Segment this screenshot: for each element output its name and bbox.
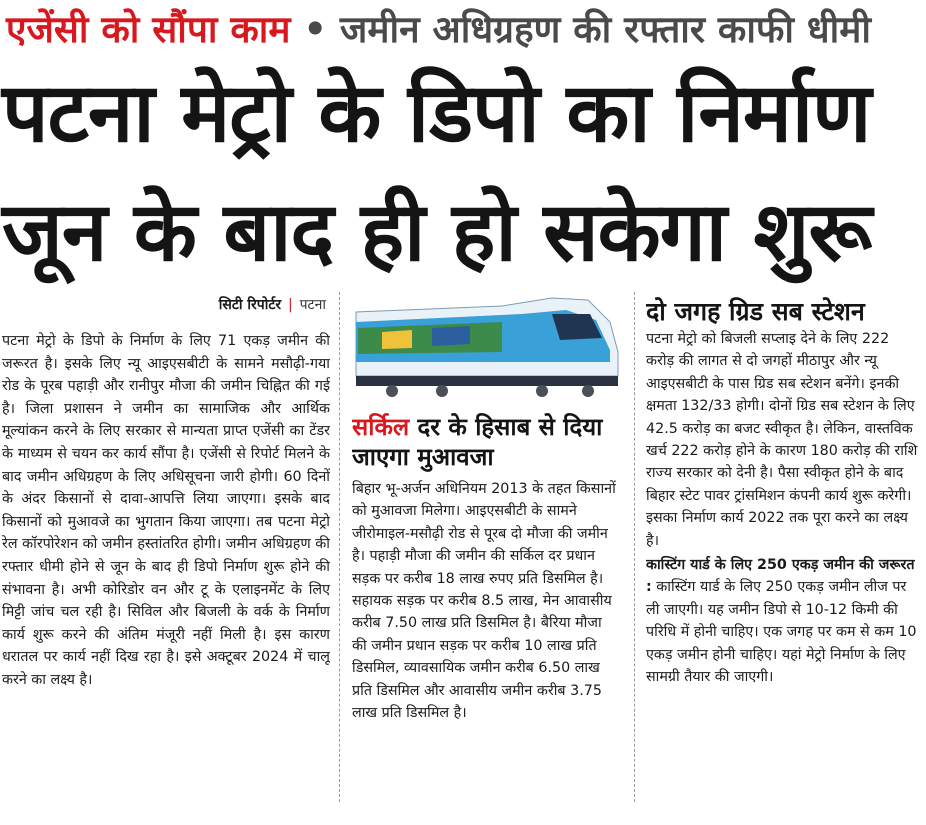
headline-line-2: जून के बाद ही हो सकेगा शुरू bbox=[2, 185, 872, 280]
metro-train-image bbox=[352, 292, 620, 404]
grid-headline: दो जगह ग्रिड सब स्टेशन bbox=[646, 297, 865, 326]
grid-column bbox=[646, 292, 921, 812]
headline-line-1: पटना मेट्रो के डिपो का निर्माण bbox=[2, 66, 871, 161]
byline bbox=[2, 292, 326, 318]
compensation-headline-red: सर्किल bbox=[352, 413, 410, 441]
casting-yard-headline: कास्टिंग यार्ड के लिए 250 एकड़ जमीन की जरूरत : bbox=[646, 557, 915, 596]
column-divider bbox=[634, 292, 635, 802]
casting-yard-text: कास्टिंग यार्ड के लिए 250 एकड़ जमीन लीज पर ली जाएगी। यह जमीन डिपो से 10-12 किमी की परिधि में होनी चाहिए। एक जगह पर कम से कम 10 एकड़ जमीन होनी चाहिए। यहां मेट्रो निर्माण के लिए सामग्री तैयार की जाएगी। bbox=[646, 579, 917, 686]
grid-text: पटना मेट्रो को बिजली सप्लाइ देने के लिए 222 करोड़ की लागत से दो जगहों मीठापुर और न्यू आइएसबीटी के पास ग्रिड सब स्टेशन बनेंगे। इनकी क्षमता 132/33 होगी। दोनों ग्रिड सब स्टेशन के लिए 42.5 करोड़ का बजट स्वीकृत है। लेकिन, वास्तविक खर्च 222 करोड़ होने के कारण 180 करोड़ की राशि राज्य सरकार को देनी है। पैसा स्वीकृत होने के बाद बिहार स्टेट पावर ट्रांसमिशन कंपनी कार्य शुरू करेगी। इसका निर्माण कार्य 2022 तक पूरा करने का लक्ष्य है। bbox=[646, 331, 918, 549]
compensation-column bbox=[352, 292, 620, 812]
main-story-column bbox=[2, 292, 330, 812]
byline-city: पटना bbox=[299, 297, 326, 313]
kicker-agency: एजेंसी को सौंपा काम bbox=[6, 8, 291, 51]
kicker-speed: जमीन अधिग्रहण की रफ्तार काफी धीमी bbox=[339, 8, 871, 51]
kicker-line bbox=[6, 2, 922, 58]
byline-reporter: सिटी रिपोर्टर bbox=[218, 297, 282, 313]
casting-yard-paragraph bbox=[646, 554, 921, 688]
kicker-bullet: • bbox=[303, 8, 328, 51]
compensation-text: बिहार भू-अर्जन अधिनियम 2013 के तहत किसानों को मुआवजा मिलेगा। आइएसबीटी के सामने जीरोमाइल-मसौढ़ी रोड से पूरब दो मौजा की जमीन है। पहाड़ी मौजा की जमीन की सर्किल दर प्रधान सड़क पर करीब 18 लाख रुपए प्रति डिसमिल है। सहायक सड़क पर करीब 8.5 लाख, मेन आवासीय करीब 7.50 लाख प्रति डिसमिल है। बैरिया मौजा की जमीन प्रधान सड़क पर करीब 10 लाख प्रति डिसमिल, व्यावसायिक जमीन करीब 6.50 लाख प्रति डिसमिल और आवासीय जमीन करीब 3.75 लाख प्रति डिसमिल है। bbox=[352, 481, 616, 722]
main-story-text: पटना मेट्रो के डिपो के निर्माण के लिए 71 एकड़ जमीन की जरूरत है। इसके लिए न्यू आइएसबीटी के सामने मसौढ़ी-गया रोड के पूरब पहाड़ी और रानीपुर मौजा की जमीन चिह्नित की गई है। जिला प्रशासन ने जमीन का सामाजिक और आर्थिक मूल्यांकन करने के लिए सरकार से मान्यता प्राप्त एजेंसी का टेंडर के माध्यम से चयन कर कार्य सौंपा है। एजेंसी से रिपोर्ट मिलने के बाद जमीन अधिग्रहण के लिए अधिसूचना जारी होगी। 60 दिनों के अंदर किसानों से दावा-आपत्ति लिया जाएगा। इसके बाद किसानों को मुआवजे का भुगतान किया जाएगा। तब पटना मेट्रो रेल कॉरपोरेशन को जमीन हस्तांतरित होगी। जमीन अधिग्रहण की रफ्तार धीमी होने से जून के बाद ही डिपो निर्माण शुरू होने की संभावना है। अभी कोरिडोर वन और टू के एलाइनमेंट के लिए मिट्टी जांच चल रही है। सिविल और बिजली के वर्क के निर्माण कार्य शुरू करने की अंतिम मंजूरी नहीं मिली है। इस कारण धरातल पर कार्य नहीं दिख रहा है। इसे अक्टूबर 2024 में चालू करने का लक्ष्य है। bbox=[2, 333, 330, 688]
compensation-headline bbox=[352, 412, 620, 472]
column-divider bbox=[339, 292, 340, 802]
byline-divider: | bbox=[288, 297, 293, 313]
compensation-headline-rest: दर के हिसाब से दिया जाएगा मुआवजा bbox=[352, 413, 603, 471]
